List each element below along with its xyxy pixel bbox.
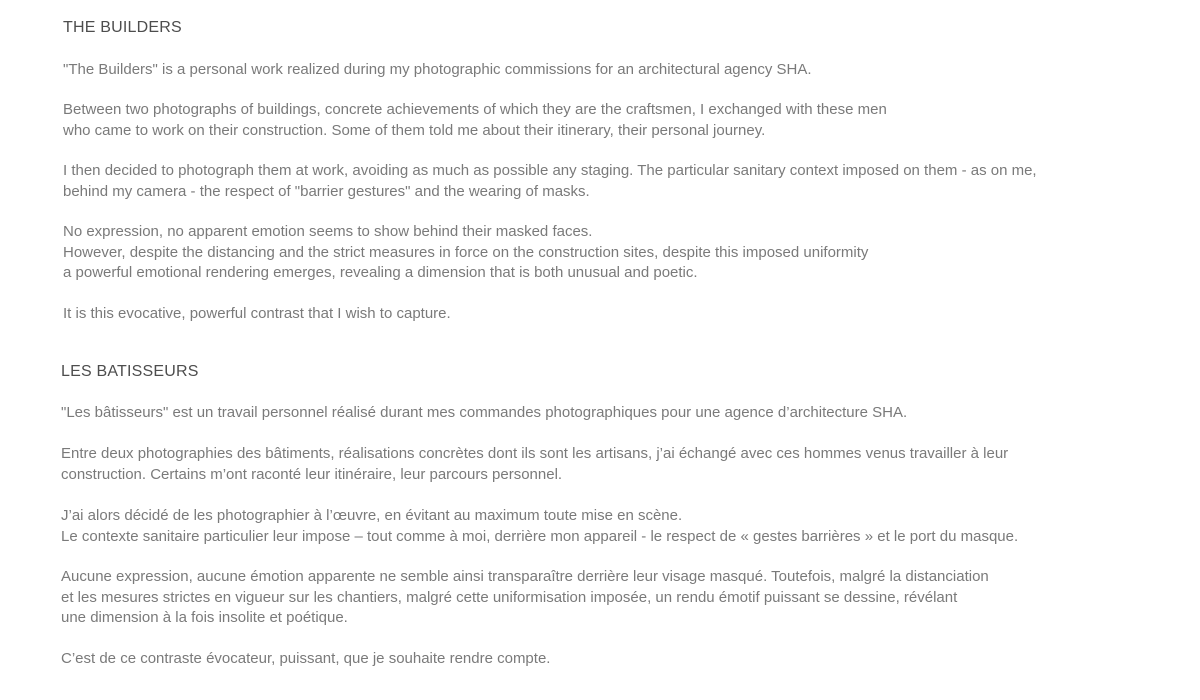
english-p1-line-1: "The Builders" is a personal work realized during my photographic commissions for an architectural agency SHA. — [63, 61, 812, 78]
french-paragraph-1 — [61, 403, 907, 424]
french-p5-line-1: C’est de ce contraste évocateur, puissant, que je souhaite rendre compte. — [61, 650, 551, 667]
french-p4-line-3: une dimension à la fois insolite et poétique. — [61, 609, 348, 626]
english-p4-line-2: However, despite the distancing and the strict measures in force on the construction sites, despite this imposed uniformity — [63, 243, 869, 261]
french-p3-line-2: Le contexte sanitaire particulier leur impose – tout comme à moi, derrière mon appareil - le respect de « gestes barrières » et le port du masque. — [61, 527, 1019, 545]
english-paragraph-1 — [63, 60, 812, 81]
french-p2-line-2: construction. Certains m’ont raconté leur itinéraire, leur parcours personnel. — [61, 465, 563, 483]
french-paragraph-4 — [61, 567, 989, 629]
french-paragraph-5 — [61, 649, 550, 670]
english-paragraph-2 — [63, 100, 887, 141]
french-p2-line-1: Entre deux photographies des bâtiments, réalisations concrètes dont ils sont les artisans, j’ai échangé avec ces hommes venus travailler à leur — [61, 445, 1009, 462]
english-heading: THE BUILDERS — [63, 19, 182, 36]
french-p3-line-1: J’ai alors décidé de les photographier à l’œuvre, en évitant au maximum toute mise en scène. — [61, 507, 683, 524]
french-p1-line-1: "Les bâtisseurs" est un travail personnel réalisé durant mes commandes photographiques pour une agence d’architecture SHA. — [61, 404, 908, 421]
english-p2-line-2: who came to work on their construction. Some of them told me about their itinerary, their personal journey. — [63, 121, 766, 139]
french-p4-line-1: Aucune expression, aucune émotion apparente ne semble ainsi transparaître derrière leur visage masqué. Toutefois, malgré la distanciation — [61, 568, 989, 585]
english-p3-line-2: behind my camera - the respect of "barrier gestures" and the wearing of masks. — [63, 182, 590, 200]
english-paragraph-5 — [63, 304, 451, 325]
french-paragraph-2 — [61, 444, 1008, 485]
english-p5-line-1: It is this evocative, powerful contrast that I wish to capture. — [63, 305, 451, 322]
english-p2-line-1: Between two photographs of buildings, concrete achievements of which they are the craftsmen, I exchanged with these men — [63, 101, 887, 118]
english-p3-line-1: I then decided to photograph them at work, avoiding as much as possible any staging. The particular sanitary context imposed on them - as on me, — [63, 162, 1037, 179]
english-paragraph-4 — [63, 222, 868, 284]
french-heading: LES BATISSEURS — [61, 363, 199, 380]
english-p4-line-1: No expression, no apparent emotion seems to show behind their masked faces. — [63, 223, 593, 240]
french-paragraph-3 — [61, 506, 1018, 547]
french-p4-line-2: et les mesures strictes en vigueur sur les chantiers, malgré cette uniformisation imposée, un rendu émotif puissant se dessine, révélant — [61, 588, 958, 606]
english-paragraph-3 — [63, 161, 1037, 202]
english-p4-line-3: a powerful emotional rendering emerges, revealing a dimension that is both unusual and poetic. — [63, 264, 698, 281]
